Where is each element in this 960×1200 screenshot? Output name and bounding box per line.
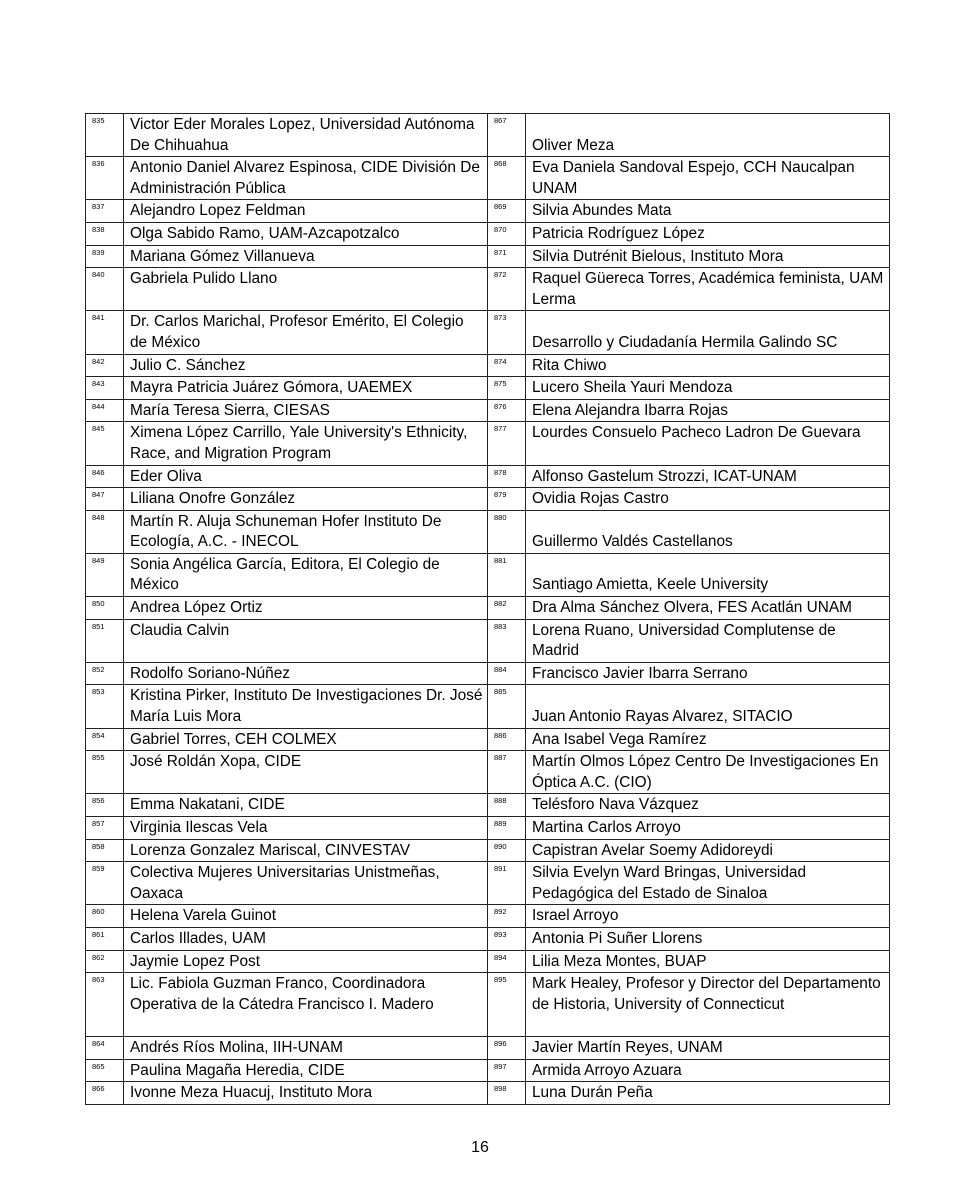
right-signatory-name: Silvia Dutrénit Bielous, Instituto Mora bbox=[526, 245, 890, 268]
right-entry-number: 889 bbox=[488, 817, 526, 840]
table-row bbox=[86, 751, 890, 794]
right-signatory-name: Lorena Ruano, Universidad Complutense de Madrid bbox=[526, 619, 890, 662]
page-number: 16 bbox=[471, 1139, 489, 1156]
right-entry-number: 882 bbox=[488, 597, 526, 620]
left-entry-number: 851 bbox=[86, 619, 124, 662]
right-signatory-name: Oliver Meza bbox=[526, 114, 890, 157]
right-signatory-name: Luna Durán Peña bbox=[526, 1082, 890, 1105]
left-entry-number: 854 bbox=[86, 728, 124, 751]
table-row bbox=[86, 905, 890, 928]
right-entry-number: 879 bbox=[488, 488, 526, 511]
left-entry-number: 838 bbox=[86, 222, 124, 245]
left-entry-number: 850 bbox=[86, 597, 124, 620]
table-row bbox=[86, 619, 890, 662]
right-entry-number: 885 bbox=[488, 685, 526, 728]
left-entry-number: 862 bbox=[86, 950, 124, 973]
right-signatory-name: Martín Olmos López Centro De Investigaciones En Óptica A.C. (CIO) bbox=[526, 751, 890, 794]
right-entry-number: 884 bbox=[488, 662, 526, 685]
table-row bbox=[86, 1082, 890, 1105]
left-signatory-name: Rodolfo Soriano-Núñez bbox=[124, 662, 488, 685]
right-signatory-name: Lourdes Consuelo Pacheco Ladron De Guevara bbox=[526, 422, 890, 465]
left-entry-number: 843 bbox=[86, 377, 124, 400]
left-entry-number: 842 bbox=[86, 354, 124, 377]
right-entry-number: 880 bbox=[488, 510, 526, 553]
table-row bbox=[86, 377, 890, 400]
right-signatory-name: Ana Isabel Vega Ramírez bbox=[526, 728, 890, 751]
left-signatory-name: Mariana Gómez Villanueva bbox=[124, 245, 488, 268]
left-signatory-name: Ximena López Carrillo, Yale University's Ethnicity, Race, and Migration Program bbox=[124, 422, 488, 465]
right-signatory-name: Telésforo Nava Vázquez bbox=[526, 794, 890, 817]
left-entry-number: 846 bbox=[86, 465, 124, 488]
left-entry-number: 844 bbox=[86, 399, 124, 422]
left-entry-number: 855 bbox=[86, 751, 124, 794]
left-signatory-name: Antonio Daniel Alvarez Espinosa, CIDE División De Administración Pública bbox=[124, 157, 488, 200]
right-signatory-name: Juan Antonio Rayas Alvarez, SITACIO bbox=[526, 685, 890, 728]
right-entry-number: 877 bbox=[488, 422, 526, 465]
left-entry-number: 848 bbox=[86, 510, 124, 553]
right-entry-number: 888 bbox=[488, 794, 526, 817]
left-signatory-name: Mayra Patricia Juárez Gómora, UAEMEX bbox=[124, 377, 488, 400]
table-row bbox=[86, 465, 890, 488]
signatories-table-body bbox=[86, 114, 890, 1105]
right-entry-number: 869 bbox=[488, 200, 526, 223]
left-entry-number: 852 bbox=[86, 662, 124, 685]
left-signatory-name: Paulina Magaña Heredia, CIDE bbox=[124, 1059, 488, 1082]
table-row bbox=[86, 728, 890, 751]
table-row bbox=[86, 685, 890, 728]
right-signatory-name: Lilia Meza Montes, BUAP bbox=[526, 950, 890, 973]
left-signatory-name: Helena Varela Guinot bbox=[124, 905, 488, 928]
right-signatory-name: Desarrollo y Ciudadanía Hermila Galindo SC bbox=[526, 311, 890, 354]
left-entry-number: 863 bbox=[86, 973, 124, 1037]
left-signatory-name: Victor Eder Morales Lopez, Universidad Autónoma De Chihuahua bbox=[124, 114, 488, 157]
right-signatory-name: Lucero Sheila Yauri Mendoza bbox=[526, 377, 890, 400]
table-row bbox=[86, 927, 890, 950]
right-entry-number: 893 bbox=[488, 927, 526, 950]
table-row bbox=[86, 488, 890, 511]
left-entry-number: 859 bbox=[86, 862, 124, 905]
table-row bbox=[86, 553, 890, 596]
right-signatory-name: Ovidia Rojas Castro bbox=[526, 488, 890, 511]
right-signatory-name: Armida Arroyo Azuara bbox=[526, 1059, 890, 1082]
right-entry-number: 887 bbox=[488, 751, 526, 794]
left-signatory-name: Carlos Illades, UAM bbox=[124, 927, 488, 950]
left-entry-number: 860 bbox=[86, 905, 124, 928]
left-entry-number: 849 bbox=[86, 553, 124, 596]
right-entry-number: 883 bbox=[488, 619, 526, 662]
right-signatory-name: Mark Healey, Profesor y Director del Departamento de Historia, University of Connecticut bbox=[526, 973, 890, 1037]
right-entry-number: 871 bbox=[488, 245, 526, 268]
table-row bbox=[86, 1059, 890, 1082]
right-entry-number: 878 bbox=[488, 465, 526, 488]
right-signatory-name: Capistran Avelar Soemy Adidoreydi bbox=[526, 839, 890, 862]
right-signatory-name: Martina Carlos Arroyo bbox=[526, 817, 890, 840]
table-row bbox=[86, 794, 890, 817]
left-signatory-name: José Roldán Xopa, CIDE bbox=[124, 751, 488, 794]
right-signatory-name: Silvia Abundes Mata bbox=[526, 200, 890, 223]
right-signatory-name: Antonia Pi Suñer Llorens bbox=[526, 927, 890, 950]
left-entry-number: 861 bbox=[86, 927, 124, 950]
right-entry-number: 867 bbox=[488, 114, 526, 157]
left-signatory-name: Emma Nakatani, CIDE bbox=[124, 794, 488, 817]
left-entry-number: 840 bbox=[86, 268, 124, 311]
left-signatory-name: Lorenza Gonzalez Mariscal, CINVESTAV bbox=[124, 839, 488, 862]
left-entry-number: 836 bbox=[86, 157, 124, 200]
right-signatory-name: Francisco Javier Ibarra Serrano bbox=[526, 662, 890, 685]
table-row bbox=[86, 245, 890, 268]
table-row bbox=[86, 862, 890, 905]
left-signatory-name: Julio C. Sánchez bbox=[124, 354, 488, 377]
right-entry-number: 875 bbox=[488, 377, 526, 400]
left-signatory-name: Martín R. Aluja Schuneman Hofer Instituto De Ecología, A.C. - INECOL bbox=[124, 510, 488, 553]
right-signatory-name: Guillermo Valdés Castellanos bbox=[526, 510, 890, 553]
right-signatory-name: Israel Arroyo bbox=[526, 905, 890, 928]
table-row bbox=[86, 817, 890, 840]
left-signatory-name: Kristina Pirker, Instituto De Investigaciones Dr. José María Luis Mora bbox=[124, 685, 488, 728]
right-signatory-name: Javier Martín Reyes, UNAM bbox=[526, 1037, 890, 1060]
right-signatory-name: Elena Alejandra Ibarra Rojas bbox=[526, 399, 890, 422]
right-entry-number: 891 bbox=[488, 862, 526, 905]
right-entry-number: 892 bbox=[488, 905, 526, 928]
left-entry-number: 847 bbox=[86, 488, 124, 511]
table-row bbox=[86, 950, 890, 973]
right-signatory-name: Eva Daniela Sandoval Espejo, CCH Naucalpan UNAM bbox=[526, 157, 890, 200]
table-row bbox=[86, 157, 890, 200]
left-signatory-name: Virginia Ilescas Vela bbox=[124, 817, 488, 840]
left-signatory-name: Andrés Ríos Molina, IIH-UNAM bbox=[124, 1037, 488, 1060]
table-row bbox=[86, 510, 890, 553]
left-signatory-name: Eder Oliva bbox=[124, 465, 488, 488]
left-entry-number: 845 bbox=[86, 422, 124, 465]
right-entry-number: 896 bbox=[488, 1037, 526, 1060]
table-row bbox=[86, 354, 890, 377]
left-signatory-name: Gabriel Torres, CEH COLMEX bbox=[124, 728, 488, 751]
right-signatory-name: Santiago Amietta, Keele University bbox=[526, 553, 890, 596]
left-signatory-name: Andrea López Ortiz bbox=[124, 597, 488, 620]
table-row bbox=[86, 268, 890, 311]
table-row bbox=[86, 311, 890, 354]
table-row bbox=[86, 973, 890, 1037]
left-entry-number: 853 bbox=[86, 685, 124, 728]
left-signatory-name: Claudia Calvin bbox=[124, 619, 488, 662]
right-signatory-name: Dra Alma Sánchez Olvera, FES Acatlán UNAM bbox=[526, 597, 890, 620]
right-signatory-name: Alfonso Gastelum Strozzi, ICAT-UNAM bbox=[526, 465, 890, 488]
signatories-table bbox=[85, 113, 890, 1105]
right-entry-number: 894 bbox=[488, 950, 526, 973]
left-entry-number: 837 bbox=[86, 200, 124, 223]
left-entry-number: 856 bbox=[86, 794, 124, 817]
right-entry-number: 868 bbox=[488, 157, 526, 200]
right-entry-number: 886 bbox=[488, 728, 526, 751]
left-entry-number: 858 bbox=[86, 839, 124, 862]
table-row bbox=[86, 662, 890, 685]
right-signatory-name: Silvia Evelyn Ward Bringas, Universidad Pedagógica del Estado de Sinaloa bbox=[526, 862, 890, 905]
left-entry-number: 857 bbox=[86, 817, 124, 840]
left-entry-number: 866 bbox=[86, 1082, 124, 1105]
left-entry-number: 835 bbox=[86, 114, 124, 157]
left-entry-number: 864 bbox=[86, 1037, 124, 1060]
right-entry-number: 872 bbox=[488, 268, 526, 311]
right-signatory-name: Patricia Rodríguez López bbox=[526, 222, 890, 245]
right-entry-number: 895 bbox=[488, 973, 526, 1037]
right-entry-number: 873 bbox=[488, 311, 526, 354]
right-entry-number: 898 bbox=[488, 1082, 526, 1105]
table-row bbox=[86, 597, 890, 620]
right-entry-number: 890 bbox=[488, 839, 526, 862]
table-row bbox=[86, 399, 890, 422]
right-entry-number: 874 bbox=[488, 354, 526, 377]
table-row bbox=[86, 114, 890, 157]
left-signatory-name: Lic. Fabiola Guzman Franco, Coordinadora Operativa de la Cátedra Francisco I. Madero bbox=[124, 973, 488, 1037]
table-row bbox=[86, 839, 890, 862]
table-row bbox=[86, 422, 890, 465]
left-entry-number: 865 bbox=[86, 1059, 124, 1082]
left-signatory-name: Sonia Angélica García, Editora, El Colegio de México bbox=[124, 553, 488, 596]
table-row bbox=[86, 1037, 890, 1060]
left-signatory-name: María Teresa Sierra, CIESAS bbox=[124, 399, 488, 422]
right-signatory-name: Rita Chiwo bbox=[526, 354, 890, 377]
table-row bbox=[86, 200, 890, 223]
right-entry-number: 881 bbox=[488, 553, 526, 596]
left-entry-number: 841 bbox=[86, 311, 124, 354]
left-signatory-name: Alejandro Lopez Feldman bbox=[124, 200, 488, 223]
right-signatory-name: Raquel Güereca Torres, Académica feminista, UAM Lerma bbox=[526, 268, 890, 311]
right-entry-number: 897 bbox=[488, 1059, 526, 1082]
left-signatory-name: Dr. Carlos Marichal, Profesor Emérito, El Colegio de México bbox=[124, 311, 488, 354]
left-signatory-name: Jaymie Lopez Post bbox=[124, 950, 488, 973]
left-signatory-name: Colectiva Mujeres Universitarias Unistmeñas, Oaxaca bbox=[124, 862, 488, 905]
left-signatory-name: Gabriela Pulido Llano bbox=[124, 268, 488, 311]
left-signatory-name: Olga Sabido Ramo, UAM-Azcapotzalco bbox=[124, 222, 488, 245]
left-signatory-name: Ivonne Meza Huacuj, Instituto Mora bbox=[124, 1082, 488, 1105]
left-entry-number: 839 bbox=[86, 245, 124, 268]
table-row bbox=[86, 222, 890, 245]
left-signatory-name: Liliana Onofre González bbox=[124, 488, 488, 511]
right-entry-number: 876 bbox=[488, 399, 526, 422]
right-entry-number: 870 bbox=[488, 222, 526, 245]
